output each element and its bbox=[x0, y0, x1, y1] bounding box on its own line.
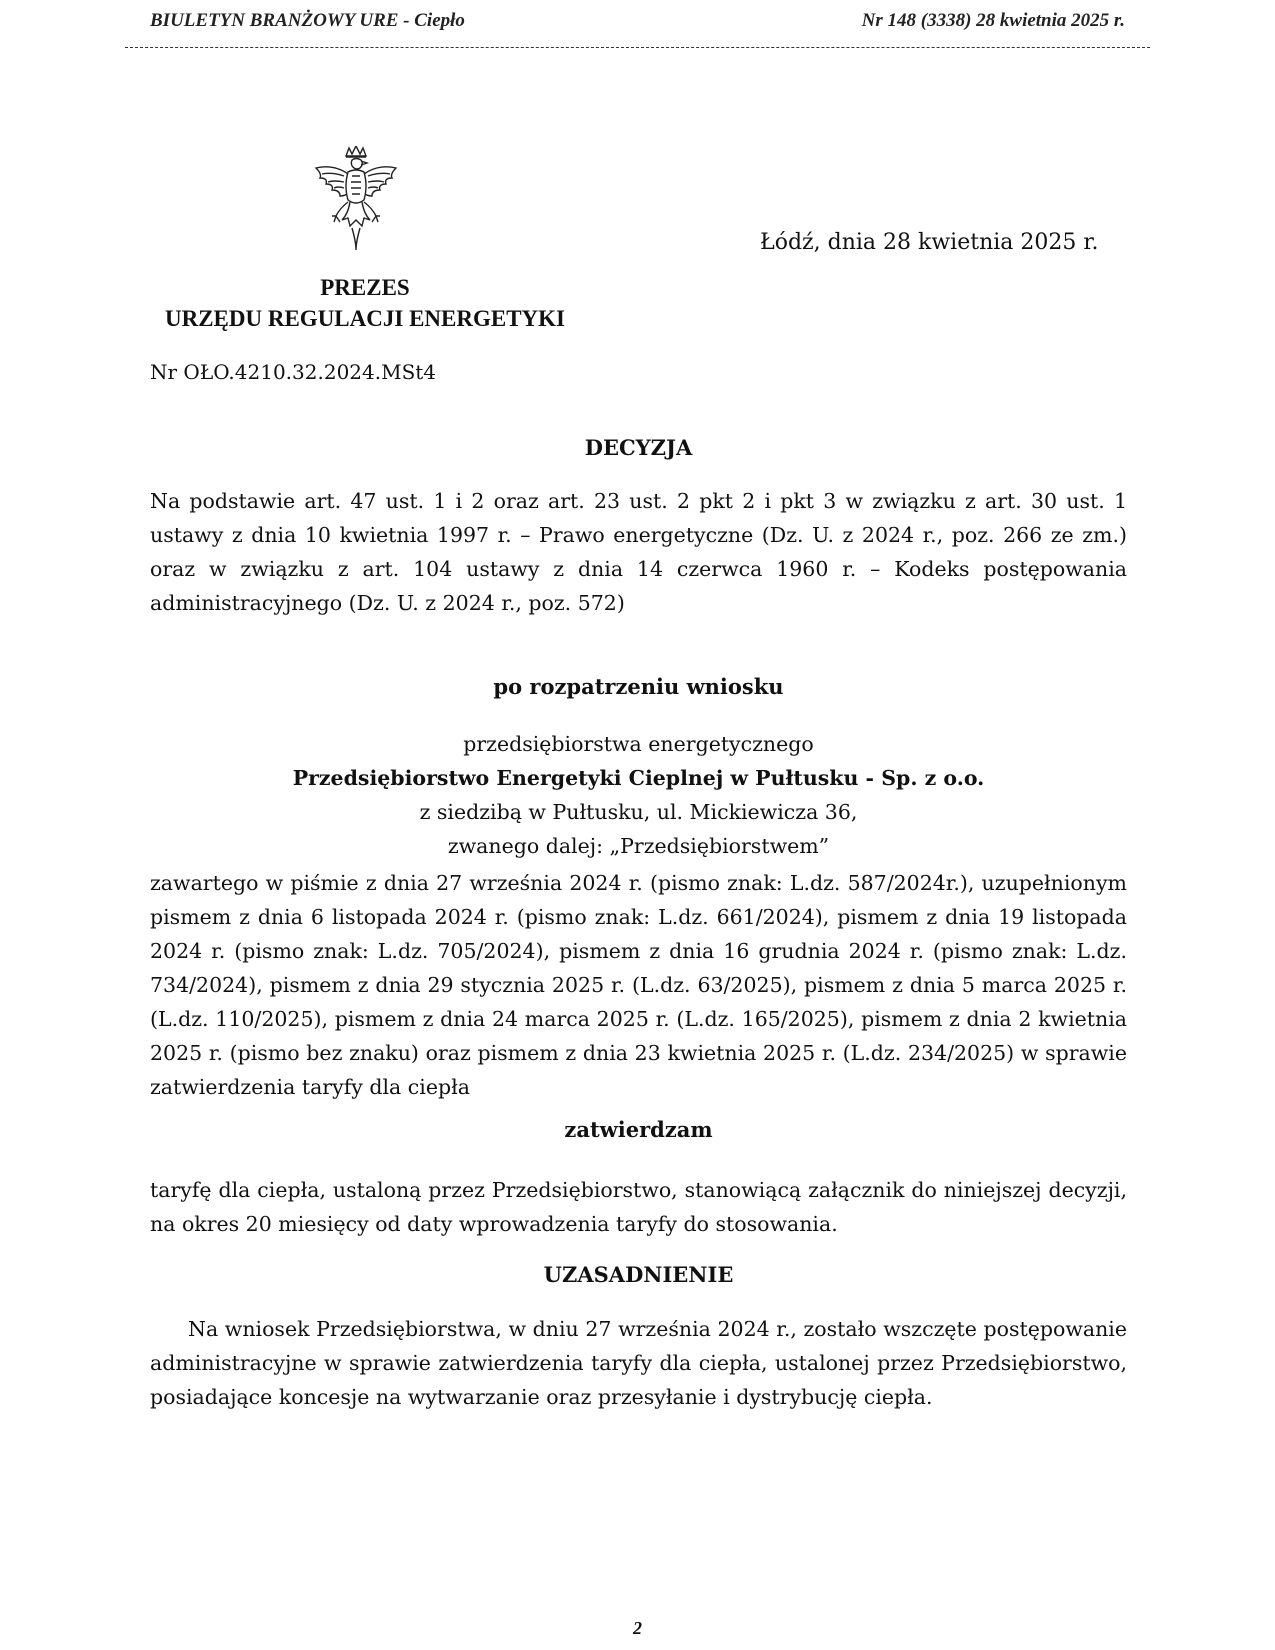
authority-office: URZĘDU REGULACJI ENERGETYKI bbox=[164, 306, 565, 331]
after-review-heading: po rozpatrzeniu wniosku bbox=[493, 674, 784, 699]
bulletin-issue: Nr 148 (3338) 28 kwietnia 2025 r. bbox=[861, 10, 1125, 31]
enterprise-type: przedsiębiorstwa energetycznego bbox=[463, 732, 814, 756]
tariff-paragraph: taryfę dla ciepła, ustaloną przez Przedsiębiorstwo, stanowiącą załącznik do niniejszej decyzji, na okres 20 miesięcy od daty wprowadzenia taryfy do stosowania. bbox=[150, 1178, 1127, 1236]
page-number: 2 bbox=[633, 1618, 642, 1638]
issuing-authority bbox=[150, 272, 580, 334]
enterprise-name: Przedsiębiorstwo Energetyki Cieplnej w Pułtusku - Sp. z o.o. bbox=[292, 766, 985, 790]
reference-number: Nr OŁO.4210.32.2024.MSt4 bbox=[150, 360, 437, 384]
enterprise-block bbox=[150, 727, 1127, 863]
bulletin-title: BIULETYN BRANŻOWY URE - Ciepło bbox=[150, 10, 465, 31]
justification-paragraph: Na wniosek Przedsiębiorstwa, w dniu 27 września 2024 r., zostało wszczęte postępowanie administracyjne w sprawie zatwierdzenia taryfy dla ciepła, ustalonej przez Przedsiębiorstwo, posiadające koncesje na wytwarzanie oraz przesyłanie i dystrybucję ciepła. bbox=[150, 1317, 1127, 1409]
document-date: Łódź, dnia 28 kwietnia 2025 r. bbox=[760, 230, 1099, 255]
header-divider bbox=[125, 47, 1150, 48]
running-header bbox=[150, 8, 1125, 34]
approve-heading: zatwierdzam bbox=[564, 1117, 713, 1142]
polish-eagle-emblem-icon bbox=[308, 146, 404, 254]
application-details-paragraph: zawartego w piśmie z dnia 27 września 2024 r. (pismo znak: L.dz. 587/2024r.), uzupełnionym pismem z dnia 6 listopada 2024 r. (pismo znak: L.dz. 661/2024), pismem z dnia 19 listopada 2024 r. (pismo znak: L.dz. 705/2024), pismem z dnia 16 grudnia 2024 r. (pismo znak: L.dz. 734/2024), pismem z dnia 29 stycznia 2025 r. (L.dz. 63/2025), pismem z dnia 5 marca 2025 r. (L.dz. 110/2025), pismem z dnia 24 marca 2025 r. (L.dz. 165/2025), pismem z dnia 2 kwietnia 2025 r. (pismo bez znaku) oraz pismem z dnia 23 kwietnia 2025 r. (L.dz. 234/2025) w sprawie zatwierdzenia taryfy dla ciepła bbox=[150, 871, 1127, 1099]
legal-basis-paragraph: Na podstawie art. 47 ust. 1 i 2 oraz art. 23 ust. 2 pkt 2 i pkt 3 w związku z art. 30 ust. 1 ustawy z dnia 10 kwietnia 1997 r. – Prawo energetyczne (Dz. U. z 2024 r., poz. 266 ze zm.) oraz w związku z art. 104 ustawy z dnia 14 czerwca 1960 r. – Kodeks postępowania administracyjnego (Dz. U. z 2024 r., poz. 572) bbox=[150, 489, 1127, 615]
enterprise-seat: z siedzibą w Pułtusku, ul. Mickiewicza 36, bbox=[419, 800, 858, 824]
enterprise-alias: zwanego dalej: „Przedsiębiorstwem” bbox=[447, 834, 830, 858]
decision-title: DECYZJA bbox=[584, 435, 693, 460]
authority-title: PREZES bbox=[320, 275, 410, 300]
justification-title: UZASADNIENIE bbox=[543, 1262, 734, 1287]
